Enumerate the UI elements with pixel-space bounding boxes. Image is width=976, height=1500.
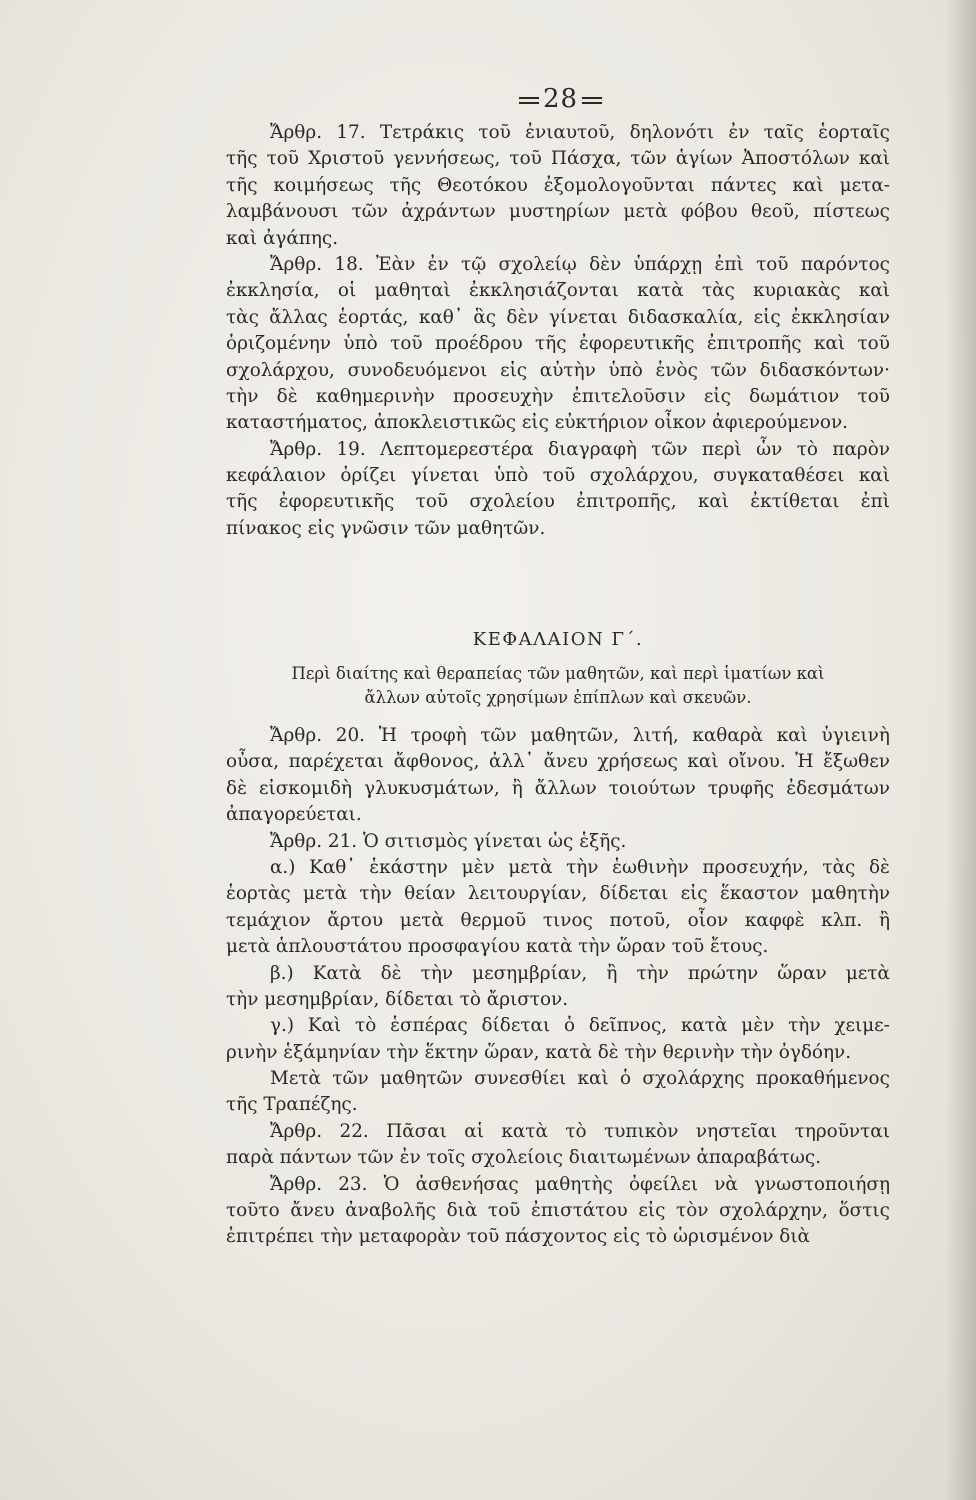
page-number — [515, 84, 606, 114]
text-line: τῆς Τραπέζης. — [226, 1094, 358, 1116]
paragraph — [226, 252, 890, 437]
page-edge-shadow — [946, 0, 976, 1500]
text-line: Ἄρθρ. 17. Τετράκις τοῦ ἐνιαυτοῦ, δηλονότι ἐν ταῖς ἑορταῖς — [270, 122, 890, 143]
paragraph — [226, 1172, 890, 1251]
text-line: τεμάχιον ἄρτου μετὰ θερμοῦ τινος ποτοῦ, οἷον καφφὲ κλπ. ἢ — [226, 909, 890, 931]
text-line: Ἄρθρ. 19. Λεπτομερεστέρα διαγραφὴ τῶν περὶ ὧν τὸ παρὸν — [270, 438, 890, 460]
paragraph — [226, 723, 890, 829]
text-line: ἐκκλησία, οἱ μαθηταὶ ἐκκλησιάζονται κατὰ τὰς κυριακὰς καὶ — [226, 280, 890, 302]
text-line: ἐπιτρέπει τὴν μεταφορὰν τοῦ πάσχοντος εἰς τὸ ὡρισμένον διὰ — [226, 1226, 810, 1248]
text-line: καταστήματος, ἀποκλειστικῶς εἰς εὐκτήριον οἶκον ἀφιερούμενον. — [226, 412, 849, 434]
text-line: ρινὴν ἑξάμηνίαν τὴν ἕκτην ὥραν, κατὰ δὲ τὴν θερινὴν τὴν ὀγδόην. — [226, 1041, 852, 1063]
text-line: ὁριζομένην ὑπὸ τοῦ προέδρου τῆς ἐφορευτικῆς ἐπιτροπῆς καὶ τοῦ — [226, 333, 890, 355]
paragraph — [226, 1066, 890, 1119]
paragraph — [226, 437, 890, 543]
text-line: κεφάλαιον ὁρίζει γίνεται ὑπὸ τοῦ σχολάρχου, συγκαταθέσει καὶ — [226, 465, 890, 487]
text-line: ἑορτὰς μετὰ τὴν θείαν λειτουργίαν, δίδεται εἰς ἕκαστον μαθητὴν — [226, 883, 890, 905]
paragraph — [226, 120, 890, 252]
text-line: Ἄρθρ. 18. Ἐὰν ἐν τῷ σχολείῳ δὲν ὑπάρχῃ ἐπὶ τοῦ παρόντος — [270, 253, 890, 275]
text-line: α.) Καθ᾽ ἑκάστην μὲν μετὰ τὴν ἑωθινὴν προσευχήν, τὰς δὲ — [270, 856, 890, 878]
text-line: πίνακος εἰς γνῶσιν τῶν μαθητῶν. — [226, 517, 546, 539]
text-line: Ἄρθρ. 20. Ἡ τροφὴ τῶν μαθητῶν, λιτή, καθαρὰ καὶ ὑγιεινὴ — [270, 725, 890, 746]
chapter-subtitle-line: ἄλλων αὐτοῖς χρησίμων ἐπίπλων καὶ σκευῶν. — [364, 688, 752, 707]
articles-top — [226, 120, 890, 542]
text-line: Ἄρθρ. 21. Ὁ σιτισμὸς γίνεται ὡς ἑξῆς. — [270, 830, 627, 852]
text-line: οὖσα, παρέχεται ἄφθονος, ἀλλ᾽ ἄνευ χρήσεως καὶ οἴνου. Ἡ ἔξωθεν — [226, 751, 890, 773]
text-line: τὴν δὲ καθημερινὴν προσευχὴν ἐπιτελοῦσιν εἰς δωμάτιον τοῦ — [226, 385, 890, 407]
text-line: δὲ εἰσκομιδὴ γλυκυσμάτων, ἢ ἄλλων τοιούτων τρυφῆς ἐδεσμάτων — [226, 777, 890, 799]
text-line: τοῦτο ἄνευ ἀναβολῆς διὰ τοῦ ἐπιστάτου εἰς τὸν σχολάρχην, ὅστις — [226, 1200, 890, 1222]
text-line: λαμβάνουσι τῶν ἀχράντων μυστηρίων μετὰ φόβου θεοῦ, πίστεως — [226, 201, 890, 223]
text-line: παρὰ πάντων τῶν ἐν τοῖς σχολείοις διαιτωμένων ἀπαραβάτως. — [226, 1147, 822, 1169]
text-line: τῆς τοῦ Χριστοῦ γεννήσεως, τοῦ Πάσχα, τῶν ἁγίων Ἀποστόλων καὶ — [226, 148, 890, 170]
text-line: τὰς ἄλλας ἑορτάς, καθ᾽ ἃς δὲν γίνεται διδασκαλία, εἰς ἐκκλησίαν — [226, 306, 890, 328]
paragraph — [226, 961, 890, 1014]
chapter-subtitle-line: Περὶ διαίτης καὶ θεραπείας τῶν μαθητῶν, καὶ περὶ ἱματίων καὶ — [291, 664, 825, 683]
chapter-subtitle — [226, 662, 890, 710]
ornament-left — [519, 97, 539, 104]
text-line: σχολάρχου, συνοδευόμενοι εἰς αὐτὴν ὑπὸ ἑνὸς τῶν διδασκόντων· — [226, 359, 890, 381]
text-line: τῆς ἐφορευτικῆς τοῦ σχολείου ἐπιτροπῆς, καὶ ἐκτίθεται ἐπὶ — [226, 491, 890, 513]
text-line: β.) Κατὰ δὲ τὴν μεσημβρίαν, ἢ τὴν πρώτην ὥραν μετὰ — [270, 962, 890, 984]
text-line: τὴν μεσημβρίαν, δίδεται τὸ ἄριστον. — [226, 988, 569, 1010]
text-line: τῆς κοιμήσεως τῆς Θεοτόκου ἐξομολογοῦνται πάντες καὶ μετα- — [226, 174, 890, 196]
paragraph — [226, 1119, 890, 1172]
text-line: καὶ ἀγάπης. — [226, 227, 339, 249]
text-line: Μετὰ τῶν μαθητῶν συνεσθίει καὶ ὁ σχολάρχης προκαθήμενος — [270, 1068, 890, 1090]
text-line: μετὰ ἁπλουστάτου προσφαγίου κατὰ τὴν ὥραν τοῦ ἔτους. — [226, 936, 769, 958]
text-line: Ἄρθρ. 22. Πᾶσαι αἱ κατὰ τὸ τυπικὸν νηστεῖαι τηροῦνται — [270, 1120, 890, 1142]
articles-bottom — [226, 723, 890, 1251]
text-line: ἀπαγορεύεται. — [226, 804, 362, 826]
chapter-title: ΚΕΦΑΛΑΙΟΝ Γ΄. — [472, 629, 644, 650]
paragraph — [226, 1013, 890, 1066]
text-line: Ἄρθρ. 23. Ὁ ἀσθενήσας μαθητὴς ὀφείλει νὰ γνωστοποιήσῃ — [270, 1173, 890, 1195]
text-line: γ.) Καὶ τὸ ἑσπέρας δίδεται ὁ δεῖπνος, κατὰ μὲν τὴν χειμε- — [270, 1015, 890, 1037]
paragraph — [226, 855, 890, 961]
ornament-right — [582, 97, 602, 104]
page-number-text: 28 — [543, 84, 579, 114]
paragraph — [226, 829, 890, 855]
